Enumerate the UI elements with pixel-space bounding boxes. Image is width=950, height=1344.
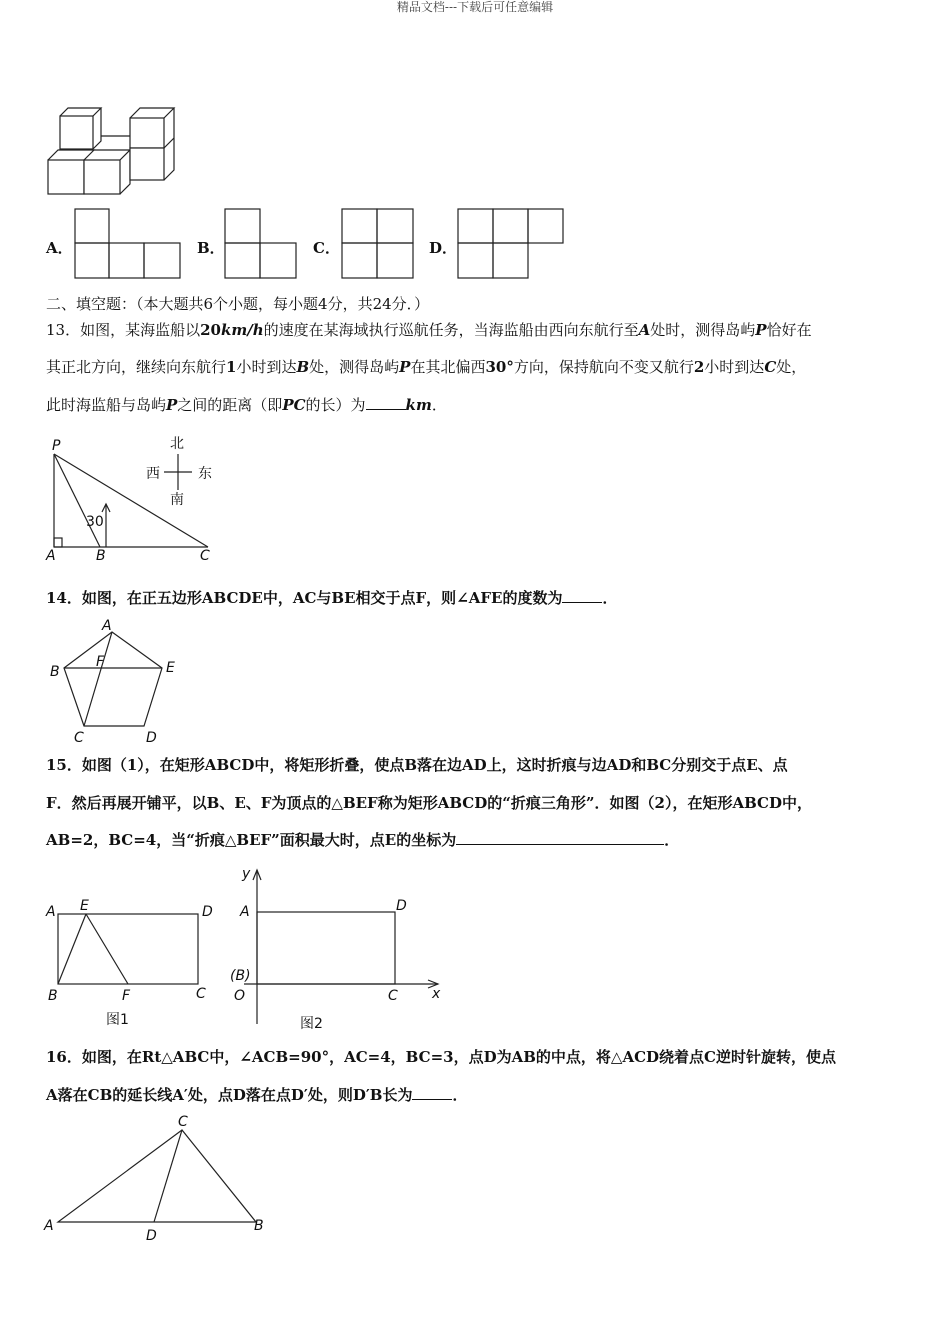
fig1-label-a: A (46, 904, 56, 920)
fig1-label-f: F (122, 988, 131, 1004)
q16-line-1: 16．如图，在Rt△ABC中，∠ACB=90°，AC=4，BC=3，点D为AB的中点，将△ACD绕着点C逆时针旋转，使点 (46, 1048, 836, 1066)
fig1-label-b: B (48, 988, 58, 1004)
answer-blank (366, 395, 406, 410)
q16-label-b: B (254, 1218, 264, 1234)
q14-label-f: F (96, 654, 105, 670)
fig2-label-a: A (240, 904, 250, 920)
q13-label-south: 南 (170, 492, 184, 508)
option-d-figure (457, 208, 565, 280)
option-b-label: B． (197, 239, 225, 257)
q15-figure-1 (44, 894, 224, 1034)
q13-label-b: B (96, 548, 106, 564)
option-c-label: C． (313, 239, 340, 257)
q13-line-1: 13．如图，某海监船以20km/h的速度在某海域执行巡航任务，当海监船由西向东航行至A处时，测得岛屿P恰好在 (46, 321, 812, 339)
q14-label-d: D (146, 730, 157, 746)
q15-line-1: 15．如图（1），在矩形ABCD中，将矩形折叠，使点B落在边AD上，这时折痕与边AD和BC分别交于点E、点 (46, 756, 788, 774)
answer-blank (456, 830, 664, 845)
q14-label-e: E (166, 660, 175, 676)
fig2-label-y: y (242, 866, 251, 882)
q13-line-2: 其正北方向，继续向东航行1小时到达B处，测得岛屿P在其北偏西30°方向，保持航向不变又航行2小时到达C处， (46, 358, 807, 376)
option-a-label: A． (46, 239, 73, 257)
q14-label-a: A (102, 618, 112, 634)
q15-line-2: F．然后再展开铺平，以B、E、F为顶点的△BEF称为矩形ABCD的“折痕三角形”．如图（2），在矩形ABCD中， (46, 794, 812, 812)
q14-figure (44, 618, 184, 744)
answer-blank (562, 588, 602, 603)
q14-label-c: C (74, 730, 84, 746)
q14-label-b: B (50, 664, 60, 680)
q13-label-a: A (46, 548, 56, 564)
q16-label-d: D (146, 1228, 157, 1244)
q16-label-c: C (178, 1114, 188, 1130)
fig1-label-d: D (202, 904, 213, 920)
q13-label-north: 北 (170, 436, 184, 452)
q13-label-c: C (200, 548, 210, 564)
q16-figure (44, 1110, 272, 1246)
fig2-label-x: x (432, 986, 441, 1002)
answer-blank (412, 1085, 452, 1100)
cube-stack-figure (44, 104, 184, 196)
q13-line-3: 此时海监船与岛屿P之间的距离（即PC的长）为 km． (46, 396, 447, 414)
q15-figure-2 (226, 864, 450, 1036)
option-c-figure (341, 208, 415, 280)
page-header: 精品文档---下载后可任意编辑 (396, 0, 554, 14)
fig1-label-c: C (196, 986, 206, 1002)
q14-text: 14．如图，在正五边形ABCDE中，AC与BE相交于点F，则∠AFE的度数为 ． (46, 589, 618, 607)
section-heading: 二、填空题：（本大题共6个小题，每小题4分，共24分．） (46, 295, 430, 313)
fig2-label-c: C (388, 988, 398, 1004)
q13-label-west: 西 (146, 466, 160, 482)
q13-label-angle: 30 (86, 514, 104, 530)
option-a-figure (74, 208, 182, 280)
fig2-caption: 图2 (300, 1016, 323, 1032)
fig2-label-o: O (234, 988, 246, 1004)
q16-label-a: A (44, 1218, 54, 1234)
fig1-caption: 图1 (106, 1012, 129, 1028)
q16-line-2: A落在CB的延长线A′处，点D落在点D′处，则D′B长为 ． (46, 1086, 468, 1104)
q13-figure (44, 434, 224, 564)
fig2-label-b: (B) (230, 968, 251, 984)
option-d-label: D． (429, 239, 458, 257)
fig1-label-e: E (80, 898, 89, 914)
q13-label-east: 东 (198, 466, 212, 482)
q15-line-3: AB=2，BC=4，当“折痕△BEF”面积最大时，点E的坐标为 ． (46, 831, 680, 849)
fig2-label-d: D (396, 898, 407, 914)
q13-label-p: P (52, 438, 61, 454)
option-b-figure (224, 208, 298, 280)
